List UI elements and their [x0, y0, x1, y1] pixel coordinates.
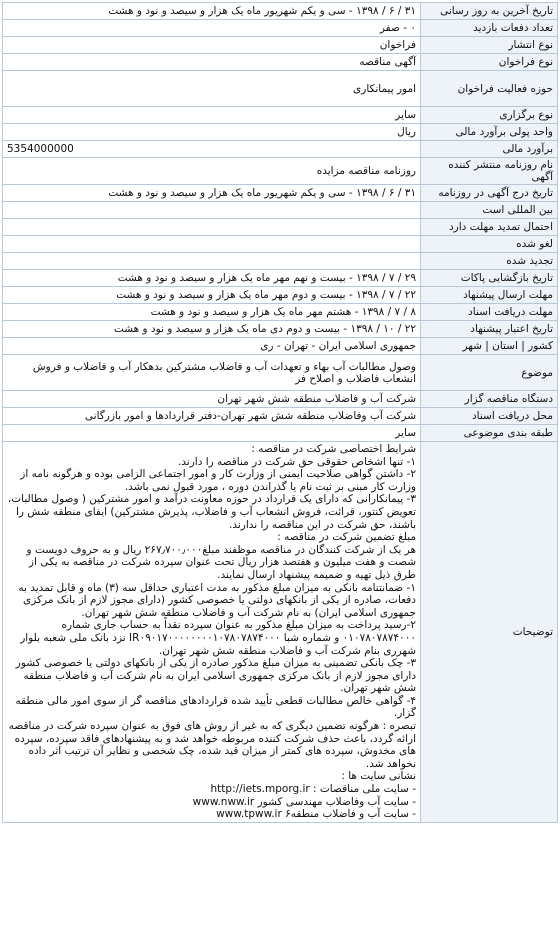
row-label: تعداد دفعات بازدید — [421, 20, 558, 37]
row-value — [3, 202, 421, 219]
row-value: ۲۲ / ۱۰ / ۱۳۹۸ - بیست و دوم دی ماه یک هزار و سیصد و نود و هشت — [3, 321, 421, 338]
row-value: ۲۹ / ۷ / ۱۳۹۸ - بیست و نهم مهر ماه یک هزار و سیصد و نود و هشت — [3, 270, 421, 287]
row-label: کشور | استان | شهر — [421, 338, 558, 355]
row-value: روزنامه مناقصه مزایده — [3, 158, 421, 185]
row-label: تاریخ اعتبار پیشنهاد — [421, 321, 558, 338]
row-value: ۸ / ۷ / ۱۳۹۸ - هشتم مهر ماه یک هزار و سیصد و نود و هشت — [3, 304, 421, 321]
row-value — [3, 236, 421, 253]
row-value: ۳۱ / ۶ / ۱۳۹۸ - سی و یکم شهریور ماه یک هزار و سیصد و نود و هشت — [3, 3, 421, 20]
info-row — [3, 253, 558, 270]
row-label: طبقه بندی موضوعی — [421, 425, 558, 442]
details-label: توضیحات — [421, 442, 558, 823]
info-row — [3, 338, 558, 355]
row-label: احتمال تمدید مهلت دارد — [421, 219, 558, 236]
info-row — [3, 71, 558, 107]
row-value: شرکت آب و فاضلاب منطقه شش شهر تهران — [3, 391, 421, 408]
info-row — [3, 158, 558, 185]
row-value: ۰ - صفر — [3, 20, 421, 37]
row-label: نوع فراخوان — [421, 54, 558, 71]
row-label: لغو شده — [421, 236, 558, 253]
info-row — [3, 185, 558, 202]
info-row — [3, 141, 558, 158]
row-value: فراخوان — [3, 37, 421, 54]
details-row — [3, 442, 558, 823]
row-value: 5354000000 — [3, 141, 421, 158]
info-row — [3, 408, 558, 425]
info-row — [3, 355, 558, 391]
row-label: حوزه فعالیت فراخوان — [421, 71, 558, 107]
info-row — [3, 321, 558, 338]
row-value: آگهی مناقصه — [3, 54, 421, 71]
info-row — [3, 391, 558, 408]
details-text: شرایط اختصاصی شرکت در مناقصه : ۱- تنها اشخاص حقوقی حق شرکت در مناقصه را دارند. ۲- داشتن گواهی صلاحیت ایمنی از وزارت کار و امور اجتماعی الزامی بوده و هرگونه نامه از وزارت کار مبنی بر ثبت نام یا گذراندن دوره ، مورد قبول نمی باشد. ۳- پیمانکارانی که دارای یک قرارداد در حوزه معاونت درآمد و امور مشترکین ( وصول مطالبات، تعویض کنتور، قرائت، فروش انشعاب آب و فاضلاب، پذیرش مشترکین) ایفای منطقه شش را باشند، حق شرکت در این مناقصه را ندارند. مبلغ تضمین شرکت در مناقصه : هر یک از شرکت کنندگان در مناقصه موظفند مبلغ۲۶۷٫۷۰۰٫۰۰۰ ریال و به حروف دویست و شصت و هفت میلیون و هفتصد هزار ریال تحت عنوان سپرده شرکت در مناقصه به یکی از طرق ذیل تهیه و ضمیمه پیشنهاد ارسال نمایند. ۱- ضمانتنامه بانکی به میزان مبلغ مذکور به مدت اعتباری حداقل سه (۳) ماه و قابل تمدید به دفعات، صادره از یکی از بانکهای دولتی یا خصوصی کشور (دارای مجوز لازم از بانک مرکزی جمهوری اسلامی ایران) به نام شرکت آب و فاضلاب منطقه شش شهر تهران. ۲-رسید پرداخت به میزان مبلغ مذکور به عنوان سپرده نقداً به حساب جاری شماره ۰۱۰۷۸۰۷۸۷۴۰۰۰ و شماره شبا IR۰۹۰۱۷۰۰۰۰۰۰۰۰۱۰۷۸۰۷۸۷۴۰۰۰ نزد بانک ملی شعبه بلوار شهرری بنام شرکت آب و فاضلاب منطقه شش شهر تهران. ۳- چک بانکی تضمینی به میزان مبلغ مذکور صادره از یکی از بانکهای دولتی یا خصوصی کشور دارای مجوز لازم از بانک مرکزی جمهوری اسلامی ایران به نام شرکت آب و فاضلاب منطقه شش شهر تهران. ۴- گواهی خالص مطالبات قطعی تأیید شده قراردادهای مناقصه گر از سوی امور مالی منطقه گزار. تبصره : هرگونه تضمین دیگری که به غیر از روش های فوق به عنوان سپرده شرکت در مناقصه ارائه گردد، باعث حذف شرکت کننده مربوطه خواهد شد و به پیشنهادهای فاقد سپرده، سپرده های مخدوش، سپرده های کمتر از میزان قید شده، چک شخصی و نظایر آن ترتیب اثر داده نخواهد شد. نشانی سایت ها : - سایت ملی مناقصات : http://iets.mporg.ir - سایت آب وفاضلاب مهندسی کشور www.nww.ir - سایت آب و فاضلاب منطقه۶ www.tpww.ir — [3, 442, 421, 823]
row-label: موضوع — [421, 355, 558, 391]
row-value: سایر — [3, 107, 421, 124]
row-value — [3, 253, 421, 270]
row-label: تاریخ آخرین به روز رسانی — [421, 3, 558, 20]
row-label: نوع برگزاری — [421, 107, 558, 124]
row-label: دستگاه مناقصه گزار — [421, 391, 558, 408]
row-label: بین المللی است — [421, 202, 558, 219]
row-label: تجدید شده — [421, 253, 558, 270]
info-row — [3, 219, 558, 236]
info-row — [3, 287, 558, 304]
row-value — [3, 219, 421, 236]
info-row — [3, 270, 558, 287]
row-label: تاریخ درج آگهی در روزنامه — [421, 185, 558, 202]
info-row — [3, 107, 558, 124]
row-label: نام روزنامه منتشر کننده آگهی — [421, 158, 558, 185]
info-row — [3, 202, 558, 219]
row-label: واحد پولی برآورد مالی — [421, 124, 558, 141]
info-row — [3, 425, 558, 442]
info-row — [3, 304, 558, 321]
row-label: محل دریافت اسناد — [421, 408, 558, 425]
row-value: جمهوری اسلامی ایران - تهران - ری — [3, 338, 421, 355]
row-value: وصول مطالبات آب بهاء و تعهدات آب و فاضلاب مشترکین بدهکار آب و فاضلاب و فروش انشعاب فاضلاب و اصلاح فر — [3, 355, 421, 391]
info-row — [3, 20, 558, 37]
row-label: مهلت ارسال پیشنهاد — [421, 287, 558, 304]
info-row — [3, 37, 558, 54]
row-label: برآورد مالی — [421, 141, 558, 158]
info-row — [3, 236, 558, 253]
row-value: سایر — [3, 425, 421, 442]
row-label: تاریخ بازگشایی پاکات — [421, 270, 558, 287]
row-value: ۳۱ / ۶ / ۱۳۹۸ - سی و یکم شهریور ماه یک هزار و سیصد و نود و هشت — [3, 185, 421, 202]
info-row — [3, 124, 558, 141]
row-value: ریال — [3, 124, 421, 141]
info-row — [3, 3, 558, 20]
tender-details-table — [2, 2, 558, 823]
row-value: امور پیمانکاری — [3, 71, 421, 107]
info-row — [3, 54, 558, 71]
row-label: نوع انتشار — [421, 37, 558, 54]
row-value: شرکت آب وفاضلاب منطقه شش شهر تهران-دفتر قراردادها و امور بازرگانی — [3, 408, 421, 425]
row-value: ۲۲ / ۷ / ۱۳۹۸ - بیست و دوم مهر ماه یک هزار و سیصد و نود و هشت — [3, 287, 421, 304]
row-label: مهلت دریافت اسناد — [421, 304, 558, 321]
